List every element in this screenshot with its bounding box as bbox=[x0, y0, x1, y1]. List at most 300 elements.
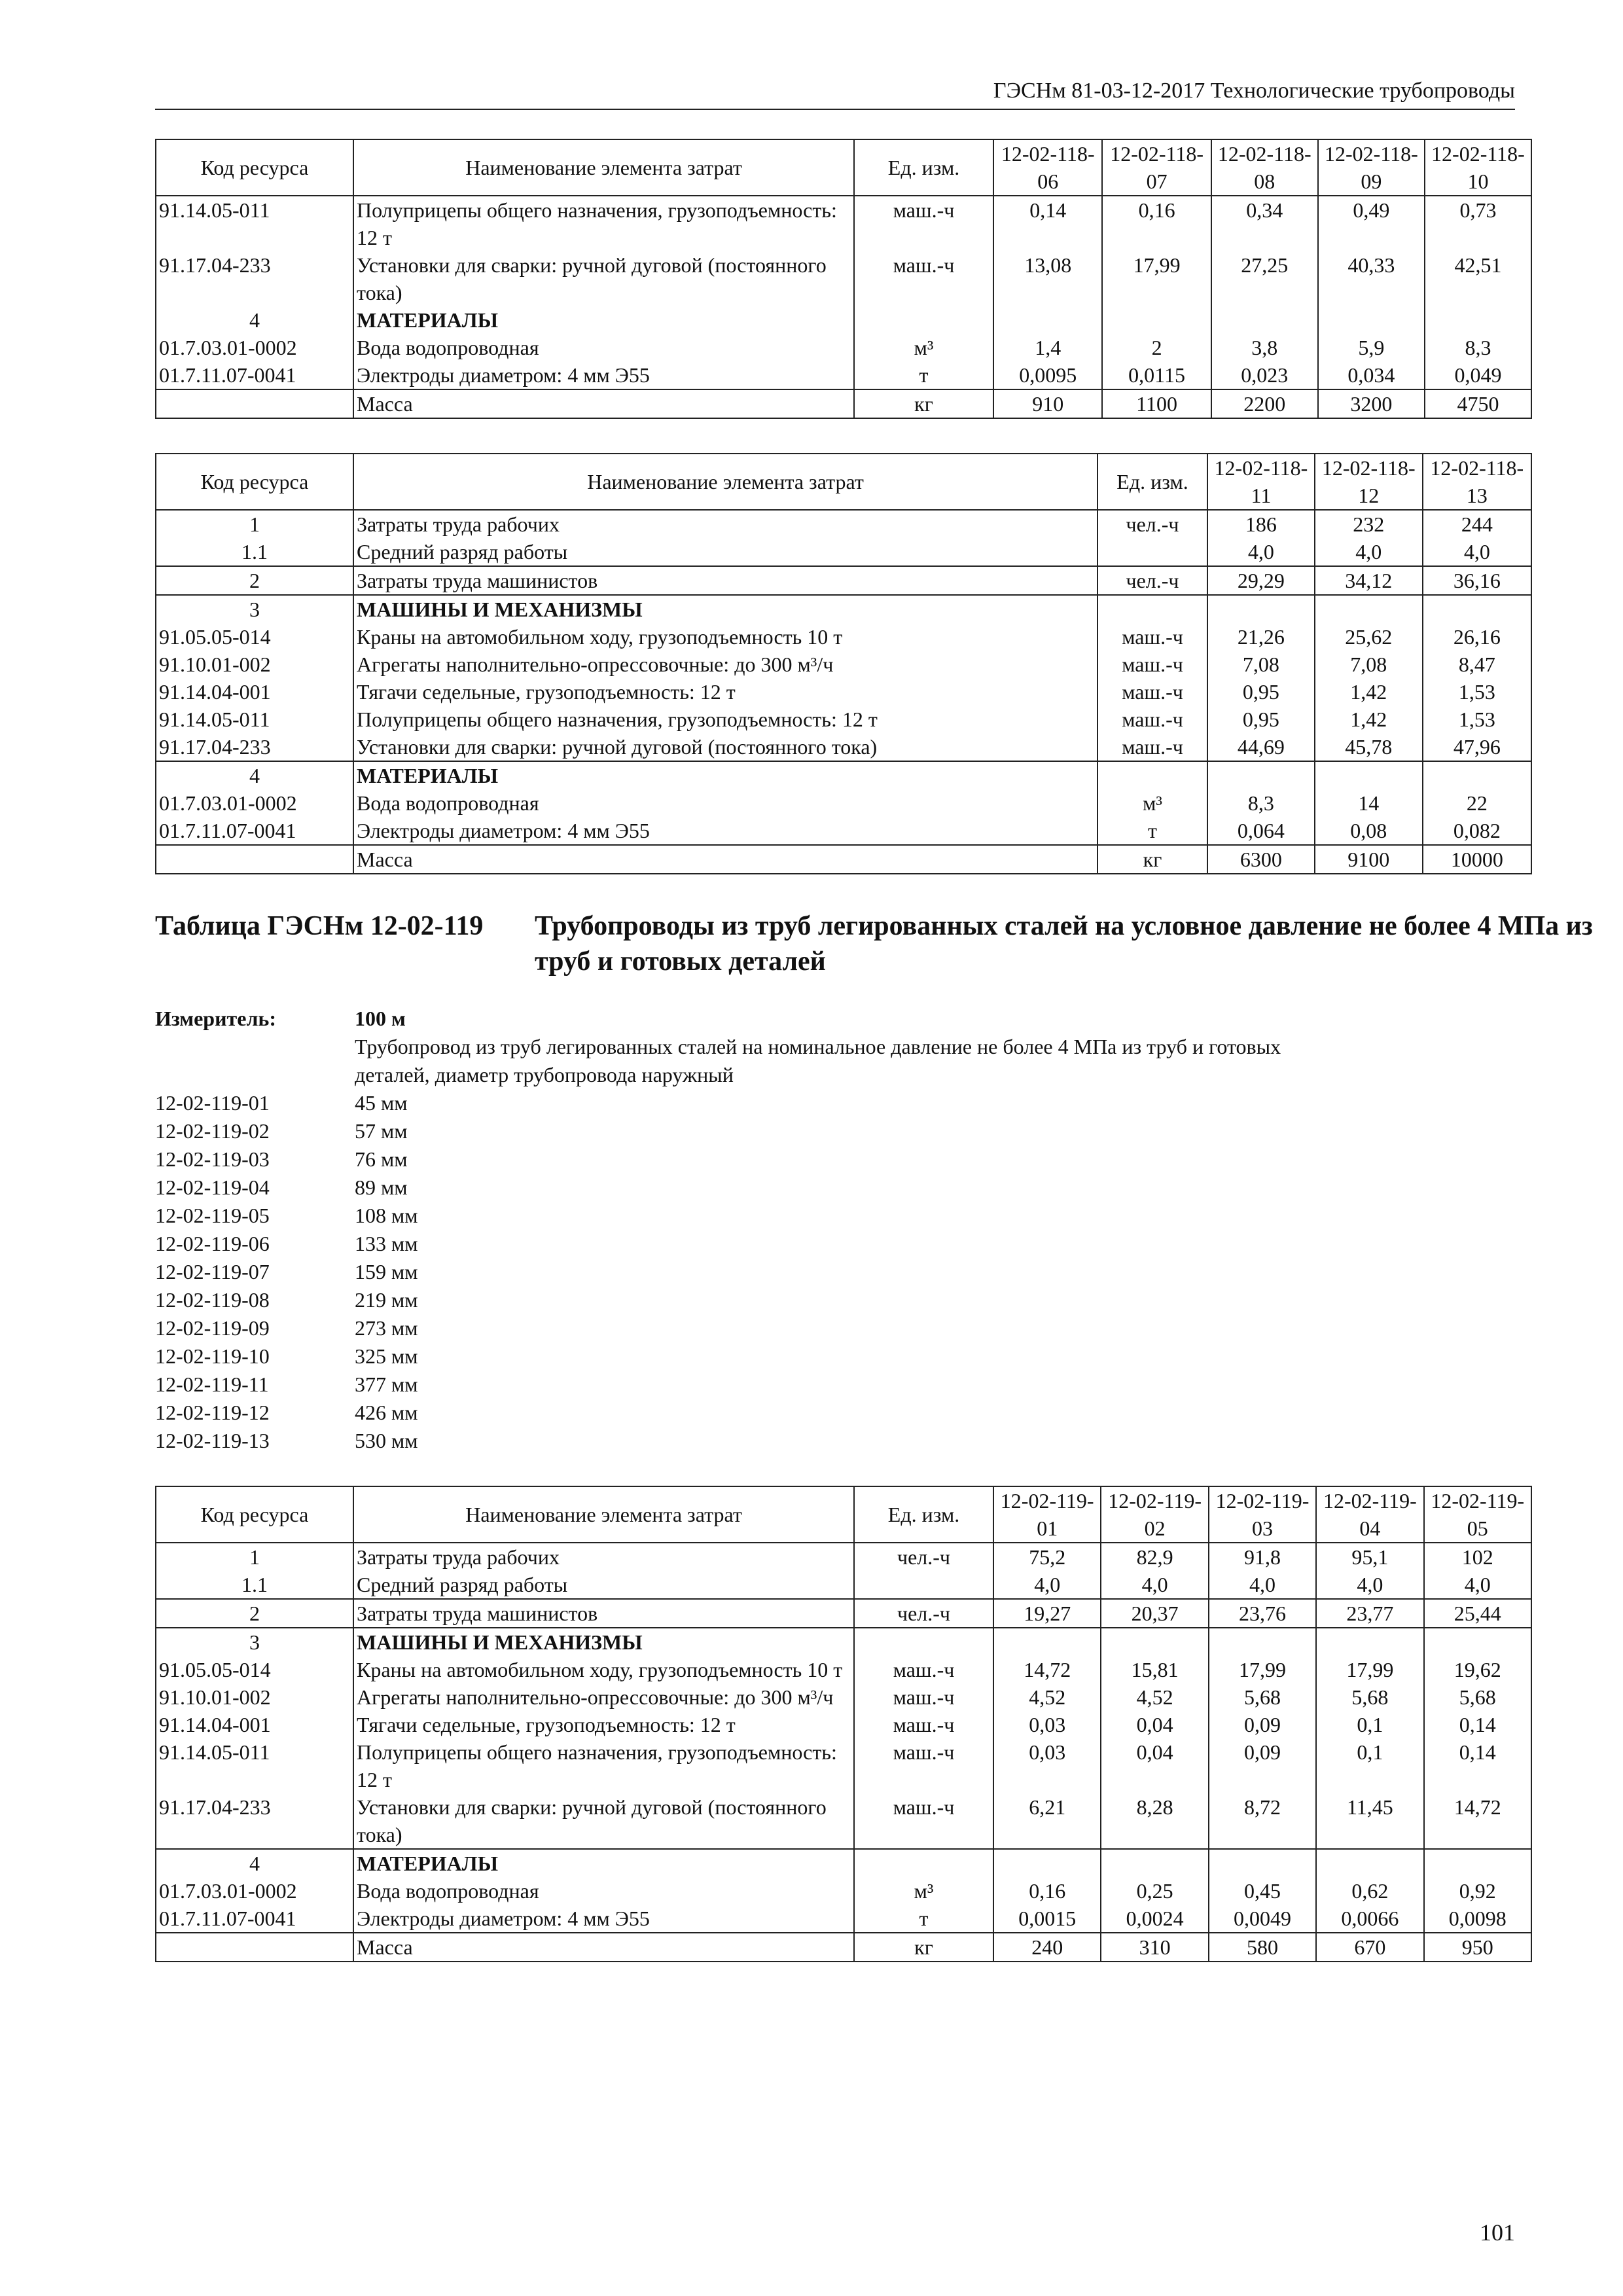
resource-code: 3 bbox=[156, 1628, 353, 1656]
measure-item-value: 108 мм bbox=[355, 1204, 418, 1227]
unit-cell: маш.-ч bbox=[854, 196, 993, 251]
value-cell: 0,0049 bbox=[1209, 1905, 1316, 1933]
unit-cell: чел.-ч bbox=[854, 1599, 993, 1628]
value-cell bbox=[1424, 1849, 1531, 1877]
value-cell: 0,034 bbox=[1318, 361, 1425, 389]
value-cell bbox=[1318, 306, 1425, 334]
value-cell: 11,45 bbox=[1316, 1793, 1423, 1849]
resource-name: Средний разряд работы bbox=[353, 1571, 854, 1599]
value-cell: 0,03 bbox=[993, 1738, 1101, 1793]
value-cell: 0,92 bbox=[1424, 1877, 1531, 1905]
value-cell: 0,95 bbox=[1207, 706, 1315, 733]
resource-name: Затраты труда машинистов bbox=[353, 1599, 854, 1628]
value-cell: 5,68 bbox=[1316, 1683, 1423, 1711]
value-cell: 0,49 bbox=[1318, 196, 1425, 251]
value-cell: 8,3 bbox=[1425, 334, 1531, 361]
value-cell: 1100 bbox=[1102, 389, 1211, 418]
table-row bbox=[156, 678, 1531, 706]
value-cell: 26,16 bbox=[1423, 623, 1531, 651]
value-cell: 4,52 bbox=[1101, 1683, 1208, 1711]
value-cell: 23,77 bbox=[1316, 1599, 1423, 1628]
resource-code: 4 bbox=[156, 761, 353, 789]
value-cell: 5,68 bbox=[1424, 1683, 1531, 1711]
resource-name: МАТЕРИАЛЫ bbox=[353, 306, 854, 334]
value-cell: 0,0098 bbox=[1424, 1905, 1531, 1933]
value-cell: 8,72 bbox=[1209, 1793, 1316, 1849]
value-cell: 0,14 bbox=[993, 196, 1102, 251]
resource-code: 3 bbox=[156, 595, 353, 623]
measure-item-value: 57 мм bbox=[355, 1119, 408, 1143]
value-cell: 0,25 bbox=[1101, 1877, 1208, 1905]
unit-cell: маш.-ч bbox=[1097, 623, 1207, 651]
resource-name: Установки для сварки: ручной дуговой (постоянного тока) bbox=[353, 251, 854, 306]
unit-cell: м³ bbox=[1097, 789, 1207, 817]
resource-code: 91.14.04-001 bbox=[156, 678, 353, 706]
unit-cell: т bbox=[854, 1905, 993, 1933]
value-cell: 4,52 bbox=[993, 1683, 1101, 1711]
resource-name: Установки для сварки: ручной дуговой (постоянного тока) bbox=[353, 733, 1097, 761]
column-header: Код ресурса bbox=[156, 454, 353, 510]
measure-item-value: 76 мм bbox=[355, 1147, 408, 1171]
unit-cell: кг bbox=[854, 1933, 993, 1962]
value-cell: 4,0 bbox=[1101, 1571, 1208, 1599]
measure-item-code: 12-02-119-08 bbox=[155, 1288, 270, 1312]
value-cell bbox=[1423, 595, 1531, 623]
column-header: Наименование элемента затрат bbox=[353, 139, 854, 196]
value-cell bbox=[1209, 1849, 1316, 1877]
resource-code: 01.7.03.01-0002 bbox=[156, 334, 353, 361]
table-row bbox=[156, 361, 1531, 389]
section-row bbox=[156, 761, 1531, 789]
resource-name: Средний разряд работы bbox=[353, 538, 1097, 566]
value-cell: 310 bbox=[1101, 1933, 1208, 1962]
value-cell: 23,76 bbox=[1209, 1599, 1316, 1628]
table-row bbox=[156, 566, 1531, 595]
value-cell: 14,72 bbox=[1424, 1793, 1531, 1849]
value-cell: 0,62 bbox=[1316, 1877, 1423, 1905]
table-row bbox=[156, 1683, 1531, 1711]
value-cell bbox=[1315, 761, 1423, 789]
measure-item-value: 273 мм bbox=[355, 1316, 418, 1340]
resource-name: Масса bbox=[353, 1933, 854, 1962]
column-header-code: 12-02-118-13 bbox=[1423, 454, 1531, 510]
value-cell: 0,34 bbox=[1211, 196, 1318, 251]
value-cell bbox=[993, 306, 1102, 334]
unit-cell bbox=[1097, 595, 1207, 623]
value-cell bbox=[993, 1849, 1101, 1877]
value-cell: 0,08 bbox=[1315, 817, 1423, 845]
value-cell: 25,62 bbox=[1315, 623, 1423, 651]
column-header-code: 12-02-119-05 bbox=[1424, 1486, 1531, 1543]
resource-code: 01.7.11.07-0041 bbox=[156, 817, 353, 845]
table-row bbox=[156, 1711, 1531, 1738]
column-header: Ед. изм. bbox=[1097, 454, 1207, 510]
resource-code: 2 bbox=[156, 566, 353, 595]
resource-code: 1.1 bbox=[156, 1571, 353, 1599]
measure-item-code: 12-02-119-03 bbox=[155, 1147, 270, 1171]
column-header-code: 12-02-119-04 bbox=[1316, 1486, 1423, 1543]
measure-item-value: 159 мм bbox=[355, 1260, 418, 1283]
section-row bbox=[156, 595, 1531, 623]
resource-code: 91.05.05-014 bbox=[156, 1656, 353, 1683]
value-cell: 0,14 bbox=[1424, 1738, 1531, 1793]
value-cell: 91,8 bbox=[1209, 1543, 1316, 1571]
value-cell: 10000 bbox=[1423, 845, 1531, 874]
resource-code: 1 bbox=[156, 1543, 353, 1571]
value-cell: 4,0 bbox=[1423, 538, 1531, 566]
measure-item-code: 12-02-119-02 bbox=[155, 1119, 270, 1143]
table-row bbox=[156, 1877, 1531, 1905]
resource-code: 91.17.04-233 bbox=[156, 251, 353, 306]
table-row bbox=[156, 1543, 1531, 1571]
value-cell: 186 bbox=[1207, 510, 1315, 538]
unit-cell: маш.-ч bbox=[854, 1683, 993, 1711]
value-cell: 34,12 bbox=[1315, 566, 1423, 595]
value-cell: 0,73 bbox=[1425, 196, 1531, 251]
table-row bbox=[156, 845, 1531, 874]
table-title-text: Трубопроводы из труб легированных сталей на условное давление не более 4 МПа из труб и готовых деталей bbox=[535, 911, 1593, 977]
table-row bbox=[156, 789, 1531, 817]
value-cell: 950 bbox=[1424, 1933, 1531, 1962]
measure-item-value: 426 мм bbox=[355, 1401, 418, 1424]
value-cell: 4,0 bbox=[1209, 1571, 1316, 1599]
value-cell: 0,1 bbox=[1316, 1711, 1423, 1738]
value-cell: 0,09 bbox=[1209, 1711, 1316, 1738]
table-row bbox=[156, 1905, 1531, 1933]
unit-cell: т bbox=[1097, 817, 1207, 845]
table-row bbox=[156, 334, 1531, 361]
value-cell: 17,99 bbox=[1209, 1656, 1316, 1683]
unit-cell: м³ bbox=[854, 1877, 993, 1905]
unit-cell: маш.-ч bbox=[1097, 678, 1207, 706]
value-cell: 95,1 bbox=[1316, 1543, 1423, 1571]
value-cell: 4,0 bbox=[1316, 1571, 1423, 1599]
value-cell: 0,95 bbox=[1207, 678, 1315, 706]
unit-cell: чел.-ч bbox=[1097, 510, 1207, 538]
value-cell: 1,4 bbox=[993, 334, 1102, 361]
resource-name: МАТЕРИАЛЫ bbox=[353, 1849, 854, 1877]
resource-name: Затраты труда машинистов bbox=[353, 566, 1097, 595]
unit-cell bbox=[854, 1628, 993, 1656]
value-cell: 670 bbox=[1316, 1933, 1423, 1962]
measure-item-code: 12-02-119-13 bbox=[155, 1429, 270, 1452]
value-cell: 44,69 bbox=[1207, 733, 1315, 761]
measure-item-value: 133 мм bbox=[355, 1232, 418, 1255]
value-cell: 45,78 bbox=[1315, 733, 1423, 761]
table-row bbox=[156, 389, 1531, 418]
table-title-label: Таблица ГЭСНм 12-02-119 bbox=[155, 911, 484, 941]
value-cell: 4,0 bbox=[1424, 1571, 1531, 1599]
value-cell: 13,08 bbox=[993, 251, 1102, 306]
value-cell: 4,0 bbox=[1315, 538, 1423, 566]
resource-name: Вода водопроводная bbox=[353, 334, 854, 361]
value-cell bbox=[1425, 306, 1531, 334]
unit-cell bbox=[854, 1571, 993, 1599]
resource-name: Вода водопроводная bbox=[353, 1877, 854, 1905]
table-row bbox=[156, 733, 1531, 761]
value-cell: 0,0115 bbox=[1102, 361, 1211, 389]
value-cell: 9100 bbox=[1315, 845, 1423, 874]
column-header-code: 12-02-118-12 bbox=[1315, 454, 1423, 510]
resource-code bbox=[156, 389, 353, 418]
resource-table-118-06-10 bbox=[155, 139, 1532, 419]
value-cell: 0,064 bbox=[1207, 817, 1315, 845]
unit-cell: маш.-ч bbox=[1097, 706, 1207, 733]
column-header-code: 12-02-119-01 bbox=[993, 1486, 1101, 1543]
value-cell: 17,99 bbox=[1102, 251, 1211, 306]
value-cell: 1,42 bbox=[1315, 706, 1423, 733]
measure-item-code: 12-02-119-11 bbox=[155, 1372, 269, 1396]
unit-cell: маш.-ч bbox=[854, 1738, 993, 1793]
column-header: Наименование элемента затрат bbox=[353, 1486, 854, 1543]
value-cell: 0,0015 bbox=[993, 1905, 1101, 1933]
table-header-row bbox=[156, 139, 1531, 196]
resource-code: 91.05.05-014 bbox=[156, 623, 353, 651]
value-cell: 0,45 bbox=[1209, 1877, 1316, 1905]
resource-code: 91.10.01-002 bbox=[156, 1683, 353, 1711]
value-cell: 8,28 bbox=[1101, 1793, 1208, 1849]
resource-name: Тягачи седельные, грузоподъемность: 12 т bbox=[353, 1711, 854, 1738]
column-header-code: 12-02-118-10 bbox=[1425, 139, 1531, 196]
resource-code bbox=[156, 1933, 353, 1962]
unit-cell: маш.-ч bbox=[854, 1793, 993, 1849]
value-cell: 42,51 bbox=[1425, 251, 1531, 306]
measure-item-value: 325 мм bbox=[355, 1344, 418, 1368]
value-cell: 0,0095 bbox=[993, 361, 1102, 389]
resource-table-119-01-05 bbox=[155, 1486, 1532, 1962]
value-cell: 580 bbox=[1209, 1933, 1316, 1962]
resource-code: 01.7.11.07-0041 bbox=[156, 1905, 353, 1933]
table-row bbox=[156, 251, 1531, 306]
value-cell: 5,9 bbox=[1318, 334, 1425, 361]
unit-cell: маш.-ч bbox=[1097, 651, 1207, 678]
column-header-code: 12-02-119-02 bbox=[1101, 1486, 1208, 1543]
measure-item-code: 12-02-119-06 bbox=[155, 1232, 270, 1255]
value-cell: 19,62 bbox=[1424, 1656, 1531, 1683]
resource-name: Полуприцепы общего назначения, грузоподъемность: 12 т bbox=[353, 706, 1097, 733]
resource-name: Установки для сварки: ручной дуговой (постоянного тока) bbox=[353, 1793, 854, 1849]
column-header: Ед. изм. bbox=[854, 139, 993, 196]
resource-name: Масса bbox=[353, 389, 854, 418]
value-cell: 0,0024 bbox=[1101, 1905, 1208, 1933]
value-cell bbox=[993, 1628, 1101, 1656]
value-cell: 14 bbox=[1315, 789, 1423, 817]
resource-name: Электроды диаметром: 4 мм Э55 bbox=[353, 817, 1097, 845]
value-cell: 14,72 bbox=[993, 1656, 1101, 1683]
column-header-code: 12-02-119-03 bbox=[1209, 1486, 1316, 1543]
value-cell: 0,16 bbox=[1102, 196, 1211, 251]
resource-name: Полуприцепы общего назначения, грузоподъемность: 12 т bbox=[353, 1738, 854, 1793]
measure-item-value: 45 мм bbox=[355, 1091, 408, 1115]
resource-name: Полуприцепы общего назначения, грузоподъемность: 12 т bbox=[353, 196, 854, 251]
measure-item-value: 530 мм bbox=[355, 1429, 418, 1452]
value-cell: 4750 bbox=[1425, 389, 1531, 418]
value-cell bbox=[1424, 1628, 1531, 1656]
value-cell: 0,16 bbox=[993, 1877, 1101, 1905]
resource-code: 01.7.11.07-0041 bbox=[156, 361, 353, 389]
value-cell: 22 bbox=[1423, 789, 1531, 817]
table-row bbox=[156, 1599, 1531, 1628]
value-cell: 8,3 bbox=[1207, 789, 1315, 817]
measure-item-code: 12-02-119-07 bbox=[155, 1260, 270, 1283]
measure-desc-line1: Трубопровод из труб легированных сталей на номинальное давление не более 4 МПа из труб и готовых bbox=[355, 1035, 1281, 1058]
resource-name: Затраты труда рабочих bbox=[353, 1543, 854, 1571]
resource-code: 91.10.01-002 bbox=[156, 651, 353, 678]
resource-code: 4 bbox=[156, 306, 353, 334]
resource-code: 2 bbox=[156, 1599, 353, 1628]
table-row bbox=[156, 651, 1531, 678]
unit-cell: м³ bbox=[854, 334, 993, 361]
unit-cell: маш.-ч bbox=[1097, 733, 1207, 761]
value-cell: 5,68 bbox=[1209, 1683, 1316, 1711]
table-row bbox=[156, 196, 1531, 251]
table-row bbox=[156, 1656, 1531, 1683]
table-row bbox=[156, 1793, 1531, 1849]
section-row bbox=[156, 1628, 1531, 1656]
value-cell bbox=[1207, 761, 1315, 789]
value-cell: 7,08 bbox=[1207, 651, 1315, 678]
value-cell bbox=[1316, 1849, 1423, 1877]
resource-name: Агрегаты наполнительно-опрессовочные: до 300 м³/ч bbox=[353, 1683, 854, 1711]
value-cell: 40,33 bbox=[1318, 251, 1425, 306]
resource-name: Масса bbox=[353, 845, 1097, 874]
resource-code: 91.14.05-011 bbox=[156, 706, 353, 733]
measure-item-code: 12-02-119-04 bbox=[155, 1175, 270, 1199]
section-row bbox=[156, 1849, 1531, 1877]
measure-item-code: 12-02-119-01 bbox=[155, 1091, 270, 1115]
value-cell: 25,44 bbox=[1424, 1599, 1531, 1628]
measure-item-code: 12-02-119-05 bbox=[155, 1204, 270, 1227]
resource-name: Вода водопроводная bbox=[353, 789, 1097, 817]
value-cell: 7,08 bbox=[1315, 651, 1423, 678]
value-cell: 240 bbox=[993, 1933, 1101, 1962]
value-cell: 1,42 bbox=[1315, 678, 1423, 706]
resource-name: МАШИНЫ И МЕХАНИЗМЫ bbox=[353, 1628, 854, 1656]
value-cell: 19,27 bbox=[993, 1599, 1101, 1628]
table-row bbox=[156, 1738, 1531, 1793]
column-header: Код ресурса bbox=[156, 1486, 353, 1543]
value-cell: 0,1 bbox=[1316, 1738, 1423, 1793]
value-cell: 0,14 bbox=[1424, 1711, 1531, 1738]
value-cell: 6,21 bbox=[993, 1793, 1101, 1849]
measure-item-code: 12-02-119-12 bbox=[155, 1401, 270, 1424]
value-cell: 1,53 bbox=[1423, 706, 1531, 733]
table-header-row bbox=[156, 454, 1531, 510]
column-header-code: 12-02-118-11 bbox=[1207, 454, 1315, 510]
unit-cell: кг bbox=[1097, 845, 1207, 874]
unit-cell bbox=[1097, 538, 1207, 566]
value-cell: 1,53 bbox=[1423, 678, 1531, 706]
value-cell: 20,37 bbox=[1101, 1599, 1208, 1628]
measure-desc-line2: деталей, диаметр трубопровода наружный bbox=[355, 1063, 734, 1086]
value-cell: 75,2 bbox=[993, 1543, 1101, 1571]
resource-name: Краны на автомобильном ходу, грузоподъемность 10 т bbox=[353, 1656, 854, 1683]
column-header: Наименование элемента затрат bbox=[353, 454, 1097, 510]
resource-table-118-11-13 bbox=[155, 453, 1532, 874]
value-cell: 0,09 bbox=[1209, 1738, 1316, 1793]
value-cell: 3200 bbox=[1318, 389, 1425, 418]
value-cell: 2 bbox=[1102, 334, 1211, 361]
value-cell: 17,99 bbox=[1316, 1656, 1423, 1683]
value-cell: 15,81 bbox=[1101, 1656, 1208, 1683]
measure-item-value: 89 мм bbox=[355, 1175, 408, 1199]
resource-code: 1.1 bbox=[156, 538, 353, 566]
running-header: ГЭСНм 81-03-12-2017 Технологические трубопроводы bbox=[155, 73, 1515, 110]
resource-code: 01.7.03.01-0002 bbox=[156, 1877, 353, 1905]
table-row bbox=[156, 623, 1531, 651]
value-cell: 2200 bbox=[1211, 389, 1318, 418]
measure-label: Измеритель: bbox=[155, 1007, 276, 1030]
unit-cell: чел.-ч bbox=[854, 1543, 993, 1571]
resource-name: Электроды диаметром: 4 мм Э55 bbox=[353, 1905, 854, 1933]
table-row bbox=[156, 510, 1531, 538]
value-cell: 4,0 bbox=[993, 1571, 1101, 1599]
resource-name: Агрегаты наполнительно-опрессовочные: до 300 м³/ч bbox=[353, 651, 1097, 678]
table-header-row bbox=[156, 1486, 1531, 1543]
value-cell: 0,023 bbox=[1211, 361, 1318, 389]
table-row bbox=[156, 538, 1531, 566]
resource-code: 01.7.03.01-0002 bbox=[156, 789, 353, 817]
table-row bbox=[156, 817, 1531, 845]
unit-cell: маш.-ч bbox=[854, 251, 993, 306]
value-cell: 47,96 bbox=[1423, 733, 1531, 761]
value-cell bbox=[1102, 306, 1211, 334]
unit-cell: маш.-ч bbox=[854, 1711, 993, 1738]
value-cell: 3,8 bbox=[1211, 334, 1318, 361]
table-row bbox=[156, 706, 1531, 733]
unit-cell: кг bbox=[854, 389, 993, 418]
value-cell: 0,04 bbox=[1101, 1738, 1208, 1793]
measure-item-code: 12-02-119-09 bbox=[155, 1316, 270, 1340]
column-header-code: 12-02-118-08 bbox=[1211, 139, 1318, 196]
value-cell bbox=[1101, 1849, 1208, 1877]
resource-code: 91.14.04-001 bbox=[156, 1711, 353, 1738]
column-header-code: 12-02-118-06 bbox=[993, 139, 1102, 196]
value-cell: 0,03 bbox=[993, 1711, 1101, 1738]
measure-item-value: 377 мм bbox=[355, 1372, 418, 1396]
column-header-code: 12-02-118-09 bbox=[1318, 139, 1425, 196]
value-cell: 232 bbox=[1315, 510, 1423, 538]
value-cell: 0,0066 bbox=[1316, 1905, 1423, 1933]
value-cell bbox=[1316, 1628, 1423, 1656]
resource-code: 91.17.04-233 bbox=[156, 733, 353, 761]
value-cell: 27,25 bbox=[1211, 251, 1318, 306]
table-row bbox=[156, 1933, 1531, 1962]
value-cell: 36,16 bbox=[1423, 566, 1531, 595]
value-cell bbox=[1101, 1628, 1208, 1656]
resource-name: Тягачи седельные, грузоподъемность: 12 т bbox=[353, 678, 1097, 706]
resource-name: МАТЕРИАЛЫ bbox=[353, 761, 1097, 789]
resource-name: МАШИНЫ И МЕХАНИЗМЫ bbox=[353, 595, 1097, 623]
measure-unit: 100 м bbox=[355, 1007, 406, 1030]
resource-name: Затраты труда рабочих bbox=[353, 510, 1097, 538]
measure-item-code: 12-02-119-10 bbox=[155, 1344, 270, 1368]
value-cell: 21,26 bbox=[1207, 623, 1315, 651]
value-cell: 29,29 bbox=[1207, 566, 1315, 595]
value-cell: 102 bbox=[1424, 1543, 1531, 1571]
resource-code: 4 bbox=[156, 1849, 353, 1877]
value-cell bbox=[1423, 761, 1531, 789]
unit-cell: чел.-ч bbox=[1097, 566, 1207, 595]
value-cell bbox=[1209, 1628, 1316, 1656]
value-cell: 8,47 bbox=[1423, 651, 1531, 678]
unit-cell bbox=[854, 306, 993, 334]
resource-code: 91.17.04-233 bbox=[156, 1793, 353, 1849]
resource-name: Электроды диаметром: 4 мм Э55 bbox=[353, 361, 854, 389]
value-cell: 910 bbox=[993, 389, 1102, 418]
section-row bbox=[156, 306, 1531, 334]
value-cell: 0,082 bbox=[1423, 817, 1531, 845]
